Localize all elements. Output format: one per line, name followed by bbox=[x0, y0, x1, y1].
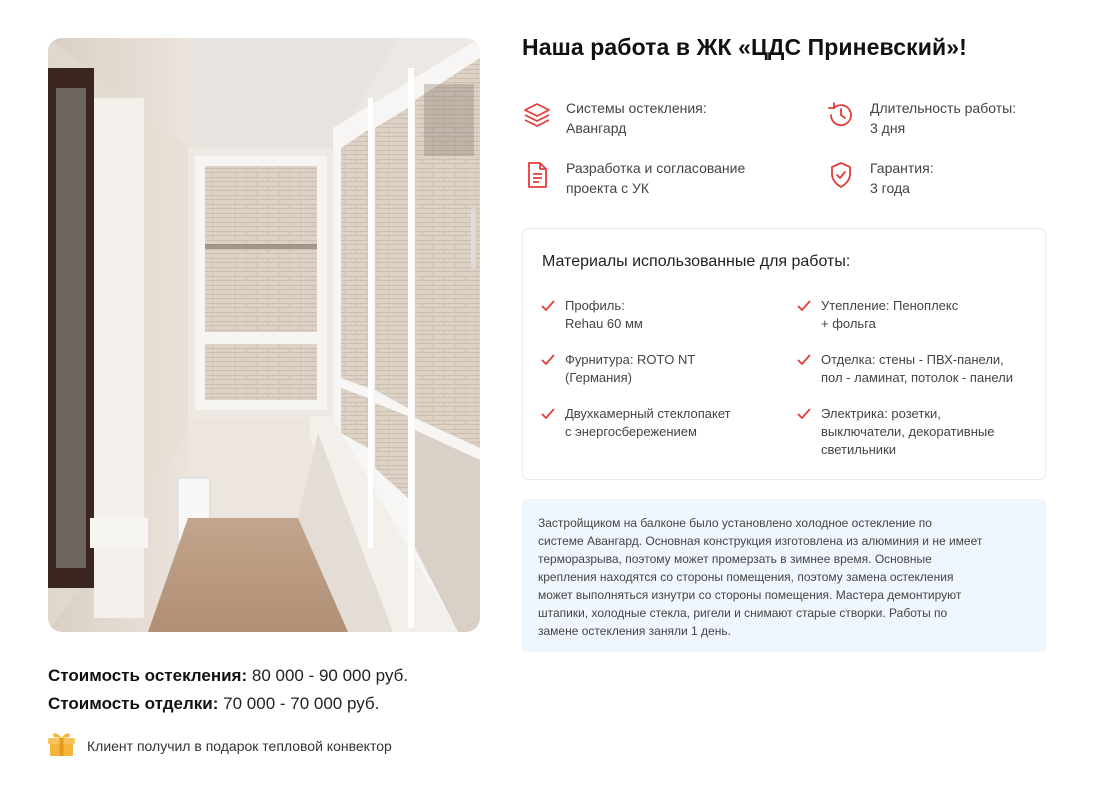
description-line: может выполняться изнутри со стороны помещения. Мастера демонтируют bbox=[538, 588, 962, 602]
material-line: Утепление: Пеноплекс bbox=[821, 298, 959, 313]
feature-label: Системы остекления: bbox=[566, 100, 707, 116]
material-item-electrics bbox=[797, 405, 994, 459]
material-line: Электрика: розетки, bbox=[821, 406, 941, 421]
feature-glazing-system bbox=[522, 98, 707, 138]
gift-icon bbox=[48, 731, 75, 760]
check-icon bbox=[541, 300, 555, 312]
check-icon bbox=[541, 408, 555, 420]
material-item-hardware bbox=[541, 351, 695, 387]
material-line: Профиль: bbox=[565, 298, 625, 313]
description-line: терморазрыва, поэтому может промерзать в зимнее время. Основные bbox=[538, 552, 932, 566]
glazing-price bbox=[48, 666, 408, 686]
balcony-photo bbox=[48, 38, 480, 632]
material-line: Двухкамерный стеклопакет bbox=[565, 406, 731, 421]
shield-check-icon bbox=[826, 160, 856, 190]
material-line: + фольга bbox=[821, 316, 876, 331]
feature-label: Разработка и согласование bbox=[566, 160, 746, 176]
material-line: Фурнитура: ROTO NT bbox=[565, 352, 696, 367]
finishing-price bbox=[48, 694, 379, 714]
check-icon bbox=[797, 354, 811, 366]
feature-value: 3 дня bbox=[870, 120, 906, 136]
material-line: Отделка: стены - ПВХ-панели, bbox=[821, 352, 1004, 367]
document-icon bbox=[522, 160, 552, 190]
finishing-price-label: Стоимость отделки: bbox=[48, 694, 219, 713]
description-box bbox=[522, 499, 1046, 652]
gift-text: Клиент получил в подарок тепловой конвектор bbox=[87, 737, 392, 754]
page-title: Наша работа в ЖК «ЦДС Приневский»! bbox=[522, 34, 967, 60]
feature-label: Длительность работы: bbox=[870, 100, 1017, 116]
material-line: светильники bbox=[821, 442, 897, 457]
material-line: (Германия) bbox=[565, 370, 632, 385]
layers-icon bbox=[522, 100, 552, 130]
gift-note bbox=[48, 731, 392, 760]
description-line: штапики, холодные стекла, ригели и снимают старые створки. Работы по bbox=[538, 606, 948, 620]
feature-label: Гарантия: bbox=[870, 160, 934, 176]
glazing-price-value: 80 000 - 90 000 руб. bbox=[251, 666, 409, 685]
finishing-price-value: 70 000 - 70 000 руб. bbox=[223, 694, 380, 713]
material-item-glass-unit bbox=[541, 405, 731, 441]
material-item-insulation bbox=[797, 297, 958, 333]
glazing-price-label: Стоимость остекления: bbox=[48, 666, 248, 685]
feature-duration bbox=[826, 98, 1016, 138]
history-clock-icon bbox=[826, 100, 856, 130]
materials-title: Материалы использованные для работы: bbox=[542, 253, 851, 270]
feature-project bbox=[522, 158, 745, 198]
check-icon bbox=[797, 408, 811, 420]
description-line: крепления находятся со стороны помещения, поэтому замена остекления bbox=[538, 570, 954, 584]
feature-value: проекта с УК bbox=[566, 180, 650, 196]
description-line: системе Авангард. Основная конструкция изготовлена из алюминия и не имеет bbox=[538, 534, 983, 548]
check-icon bbox=[541, 354, 555, 366]
feature-warranty bbox=[826, 158, 934, 198]
materials-card bbox=[522, 228, 1046, 480]
feature-value: 3 года bbox=[870, 180, 910, 196]
material-line: Rehau 60 мм bbox=[565, 316, 643, 331]
check-icon bbox=[797, 300, 811, 312]
material-line: пол - ламинат, потолок - панели bbox=[821, 370, 1014, 385]
material-line: выключатели, декоративные bbox=[821, 424, 995, 439]
description-line: Застройщиком на балконе было установлено холодное остекление по bbox=[538, 516, 932, 530]
description-line: замене остекления заняли 1 день. bbox=[538, 624, 731, 638]
feature-value: Авангард bbox=[566, 120, 627, 136]
material-item-finishing bbox=[797, 351, 1013, 387]
material-item-profile bbox=[541, 297, 643, 333]
material-line: с энергосбережением bbox=[565, 424, 697, 439]
